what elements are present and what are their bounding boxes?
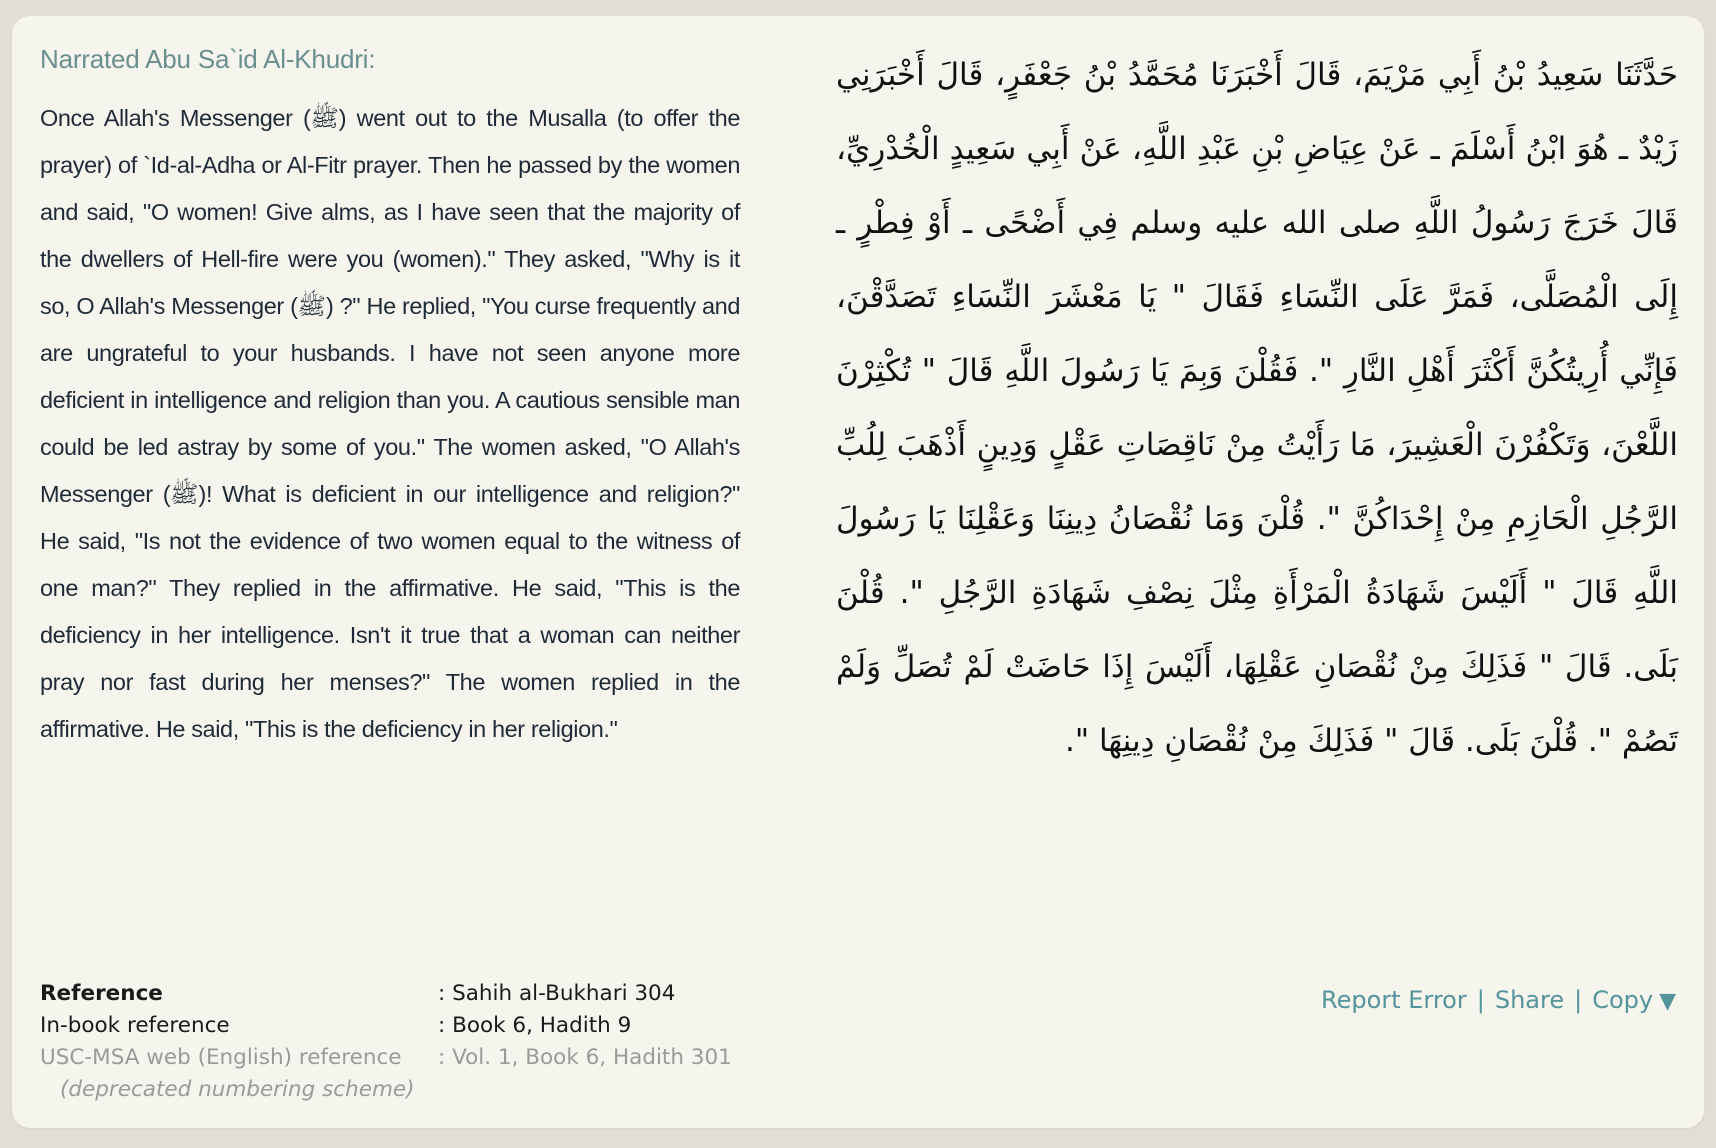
- deprecated-numbering-empty-cell: [438, 1074, 732, 1106]
- copy-link[interactable]: Copy: [1592, 986, 1654, 1014]
- actions-separator: |: [1476, 986, 1485, 1014]
- hadith-content: [40, 38, 1678, 778]
- hadith-actions: [1321, 986, 1676, 1014]
- arabic-hadith-text: حَدَّثَنَا سَعِيدُ بْنُ أَبِي مَرْيَمَ، قَالَ أَخْبَرَنَا مُحَمَّدُ بْنُ جَعْفَرٍ، قَالَ أَخْبَرَنِي زَيْدٌ ـ هُوَ ابْنُ أَسْلَمَ ـ عَنْ عِيَاضِ بْنِ عَبْدِ اللَّهِ، عَنْ أَبِي سَعِيدٍ الْخُدْرِيِّ، قَالَ خَرَجَ رَسُولُ اللَّهِ صلى الله عليه وسلم فِي أَضْحًى ـ أَوْ فِطْرٍ ـ إِلَى الْمُصَلَّى، فَمَرَّ عَلَى النِّسَاءِ فَقَالَ " يَا مَعْشَرَ النِّسَاءِ تَصَدَّقْنَ، فَإِنِّي أُرِيتُكُنَّ أَكْثَرَ أَهْلِ النَّارِ ". فَقُلْنَ وَبِمَ يَا رَسُولَ اللَّهِ قَالَ " تُكْثِرْنَ اللَّعْنَ، وَتَكْفُرْنَ الْعَشِيرَ، مَا رَأَيْتُ مِنْ نَاقِصَاتِ عَقْلٍ وَدِينٍ أَذْهَبَ لِلُبِّ الرَّجُلِ الْحَازِمِ مِنْ إِحْدَاكُنَّ ". قُلْنَ وَمَا نُقْصَانُ دِينِنَا وَعَقْلِنَا يَا رَسُولَ اللَّهِ قَالَ " أَلَيْسَ شَهَادَةُ الْمَرْأَةِ مِثْلَ نِصْفِ شَهَادَةِ الرَّجُلِ ". قُلْنَ بَلَى. قَالَ " فَذَلِكَ مِنْ نُقْصَانِ عَقْلِهَا، أَلَيْسَ إِذَا حَاضَتْ لَمْ تُصَلِّ وَلَمْ تَصُمْ ". قُلْنَ بَلَى. قَالَ " فَذَلِكَ مِنْ نُقْصَانِ دِينِهَا ".: [836, 57, 1678, 759]
- in-book-reference-label: In-book reference: [40, 1013, 230, 1038]
- narrator-heading: Narrated Abu Sa`id Al-Khudri:: [40, 44, 376, 74]
- usc-msa-reference-value: : Vol. 1, Book 6, Hadith 301: [438, 1045, 732, 1070]
- actions-separator: |: [1574, 986, 1583, 1014]
- reference-label: Reference: [40, 981, 163, 1006]
- usc-msa-reference-label: USC-MSA web (English) reference: [40, 1045, 402, 1070]
- report-error-link[interactable]: Report Error: [1321, 986, 1467, 1014]
- hadith-footer: [40, 978, 1676, 1106]
- dropdown-caret-icon[interactable]: ▼: [1659, 989, 1676, 1014]
- english-column: [40, 38, 740, 753]
- reference-value: : Sahih al-Bukhari 304: [438, 981, 676, 1006]
- in-book-reference-value: : Book 6, Hadith 9: [438, 1013, 632, 1038]
- arabic-column: [836, 38, 1678, 778]
- hadith-card: [12, 16, 1704, 1128]
- english-translation-text: Once Allah's Messenger (ﷺ) went out to the Musalla (to offer the prayer) of `Id-al-Adha or Al-Fitr prayer. Then he passed by the women and said, "O women! Give alms, as I have seen that the majority of the dwellers of Hell-fire were you (women)." They asked, "Why is it so, O Allah's Messenger (ﷺ) ?" He replied, "You curse frequently and are ungrateful to your husbands. I have not seen anyone more deficient in intelligence and religion than you. A cautious sensible man could be led astray by some of you." The women asked, "O Allah's Messenger (ﷺ)! What is deficient in our intelligence and religion?" He said, "Is not the evidence of two women equal to the witness of one man?" They replied in the affirmative. He said, "This is the deficiency in her intelligence. Isn't it true that a woman can neither pray nor fast during her menses?" The women replied in the affirmative. He said, "This is the deficiency in her religion.": [40, 105, 740, 742]
- share-link[interactable]: Share: [1494, 986, 1565, 1014]
- reference-table: [40, 978, 732, 1106]
- deprecated-numbering-note: (deprecated numbering scheme): [60, 1077, 415, 1102]
